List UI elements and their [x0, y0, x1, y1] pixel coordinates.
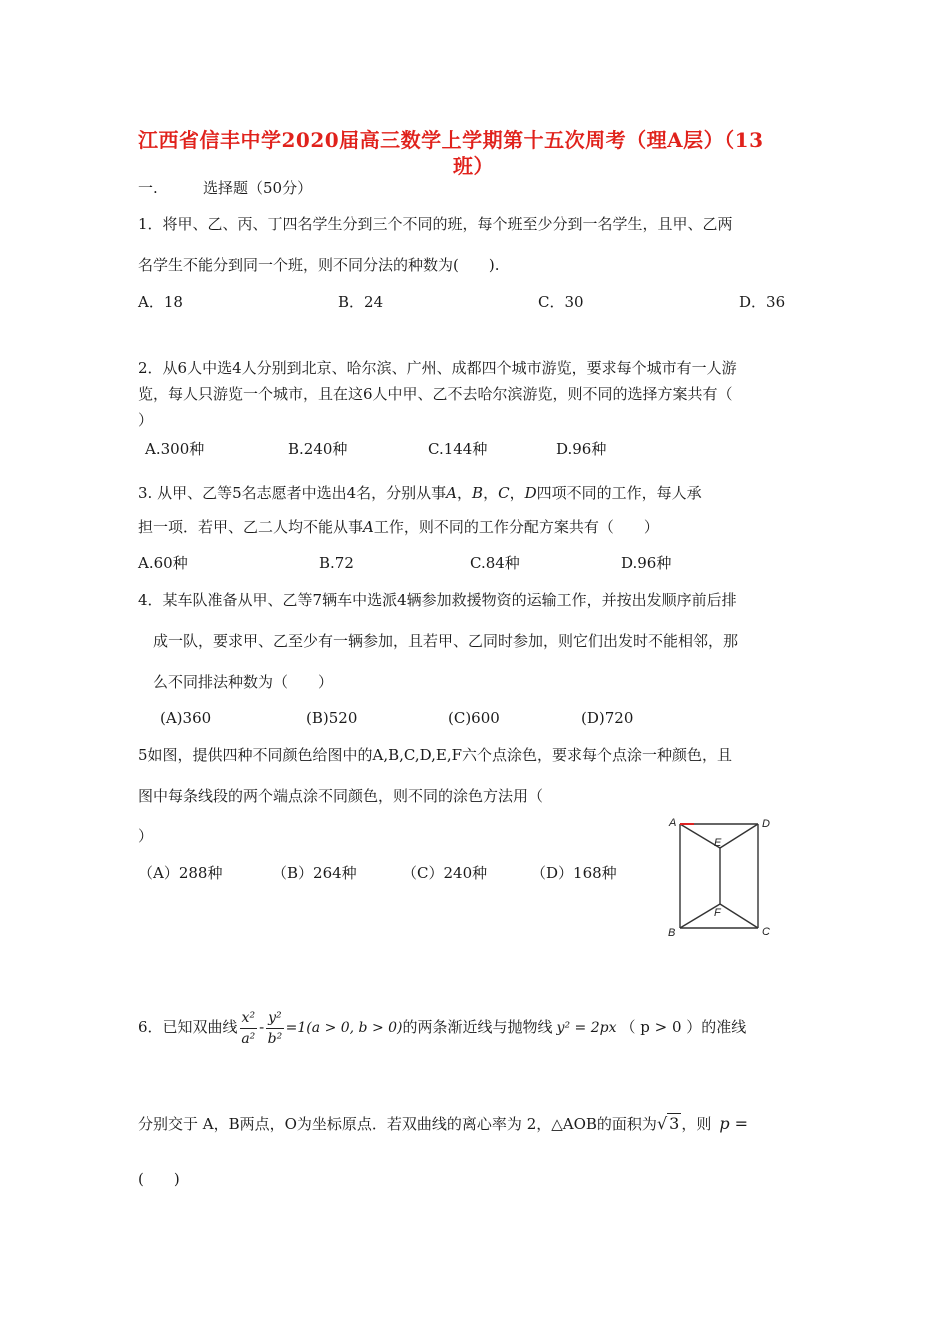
- q4-text-line3: 么不同排法种数为（ ）: [153, 673, 334, 691]
- q4-option-d: (D)720: [581, 709, 634, 727]
- q5-text-line3: ）: [138, 827, 154, 845]
- q4-option-b: (B)520: [306, 709, 358, 727]
- q2-option-c: C.144种: [428, 440, 488, 458]
- point-label-d: D: [762, 818, 770, 830]
- q3-sep3: ，: [509, 484, 525, 502]
- q3-text-line2a: 担一项．若甲、乙二人均不能从事: [138, 518, 364, 536]
- q6-text-line2: [138, 1114, 748, 1134]
- q3-sep2: ，: [483, 484, 499, 502]
- q5-option-b: （B）264种: [272, 864, 357, 882]
- q6-text-line1: [138, 998, 746, 1057]
- q3-text-part2: 四项不同的工作，每人承: [536, 484, 702, 502]
- q3-option-d: D.96种: [621, 554, 672, 572]
- q5-option-d: （D）168种: [531, 864, 617, 882]
- q6-p-equals: p =: [719, 1114, 749, 1133]
- segment-de: [720, 824, 758, 848]
- q6-frac2-num: y²: [266, 1008, 284, 1029]
- document-title-line1: 江西省信丰中学2020届高三数学上学期第十五次周考（理A层）（13: [138, 128, 764, 152]
- q2-text-line3: ）: [138, 411, 154, 429]
- q2-option-b: B.240种: [288, 440, 348, 458]
- q6-fraction-y: [266, 1008, 284, 1049]
- q2-option-a: A.300种: [145, 440, 205, 458]
- q6-frac1-num: x²: [240, 1008, 258, 1029]
- q6-line2-end: ，则: [681, 1115, 712, 1133]
- q1-text-line1: 1．将甲、乙、丙、丁四名学生分到三个不同的班，每个班至少分到一名学生，且甲、乙两: [138, 215, 733, 233]
- q3-var-a: A: [446, 484, 458, 502]
- q4-text-line1: 4．某车队准备从甲、乙等7辆车中选派4辆参加救援物资的运输工作，并按出发顺序前后排: [138, 591, 737, 609]
- q6-p-condition: （ p > 0 ）的准线: [620, 1018, 747, 1036]
- q2-text-line2: 览，每人只游览一个城市，且在这6人中甲、乙不去哈尔滨游览，则不同的选择方案共有（: [138, 385, 733, 403]
- q1-option-d: D．36: [739, 293, 786, 311]
- q5-figure: [660, 804, 792, 940]
- q3-sep1: ，: [457, 484, 473, 502]
- section-number: 一.: [138, 179, 158, 197]
- q6-sqrt-value: 3: [669, 1114, 680, 1133]
- q6-fraction-x: [240, 1008, 258, 1049]
- q6-minus: -: [259, 1018, 265, 1036]
- q1-text-line2: 名学生不能分到同一个班，则不同分法的种数为( ).: [138, 256, 500, 274]
- q6-parabola: y² = 2px: [556, 1020, 617, 1036]
- q4-option-c: (C)600: [448, 709, 500, 727]
- q4-text-line2: 成一队，要求甲、乙至少有一辆参加，且若甲、乙同时参加，则它们出发时不能相邻，那: [153, 632, 739, 650]
- q3-text-line2: [138, 517, 659, 537]
- q3-option-a: A.60种: [138, 554, 188, 572]
- q6-line2-text: 分别交于 A，B两点，O为坐标原点．若双曲线的离心率为 2，△AOB的面积为: [138, 1115, 657, 1133]
- q1-option-c: C．30: [538, 293, 584, 311]
- q4-option-a: (A)360: [160, 709, 212, 727]
- q3-var-b: B: [472, 484, 484, 502]
- q6-condition: =1(a > 0, b > 0): [285, 1020, 403, 1036]
- q5-option-a: （A）288种: [138, 864, 223, 882]
- point-label-b: B: [668, 927, 676, 939]
- q3-text-line1: [138, 483, 702, 503]
- q5-text-line2: 图中每条线段的两个端点涂不同颜色，则不同的涂色方法用（: [138, 787, 544, 805]
- q2-option-d: D.96种: [556, 440, 607, 458]
- q6-frac1-den: a²: [241, 1030, 256, 1047]
- segment-cf: [720, 904, 758, 928]
- point-label-c: C: [762, 926, 770, 938]
- point-label-a: A: [669, 817, 677, 829]
- q3-line2-var-a: A: [363, 518, 374, 536]
- q6-prefix: 6．已知双曲线: [138, 1018, 238, 1036]
- q5-text-line1: 5如图，提供四种不同颜色给图中的A,B,C,D,E,F六个点涂色，要求每个点涂一种颜色，且: [138, 746, 733, 764]
- q3-text-part1: 3. 从甲、乙等5名志愿者中选出4名，分别从事: [138, 484, 447, 502]
- q2-text-line1: 2．从6人中选4人分别到北京、哈尔滨、广州、成都四个城市游览，要求每个城市有一人游: [138, 359, 737, 377]
- q1-option-a: A．18: [138, 293, 183, 311]
- q6-sqrt: √ 3: [656, 1114, 680, 1133]
- point-label-e: E: [714, 837, 722, 849]
- document-title-line2: 班）: [453, 154, 494, 178]
- q3-var-c: C: [498, 484, 510, 502]
- q6-middle-text: 的两条渐近线与抛物线: [402, 1018, 553, 1036]
- section-title: 选择题（50分）: [203, 179, 313, 197]
- q3-option-b: B.72: [319, 554, 354, 572]
- q6-answer-blank: ( ): [138, 1170, 180, 1188]
- q3-option-c: C.84种: [470, 554, 520, 572]
- q3-text-line2b: 工作，则不同的工作分配方案共有（ ）: [373, 518, 659, 536]
- point-label-f: F: [714, 907, 721, 919]
- q3-var-d: D: [524, 484, 537, 502]
- q5-option-c: （C）240种: [402, 864, 488, 882]
- q1-option-b: B．24: [338, 293, 384, 311]
- q6-frac2-den: b²: [267, 1030, 283, 1047]
